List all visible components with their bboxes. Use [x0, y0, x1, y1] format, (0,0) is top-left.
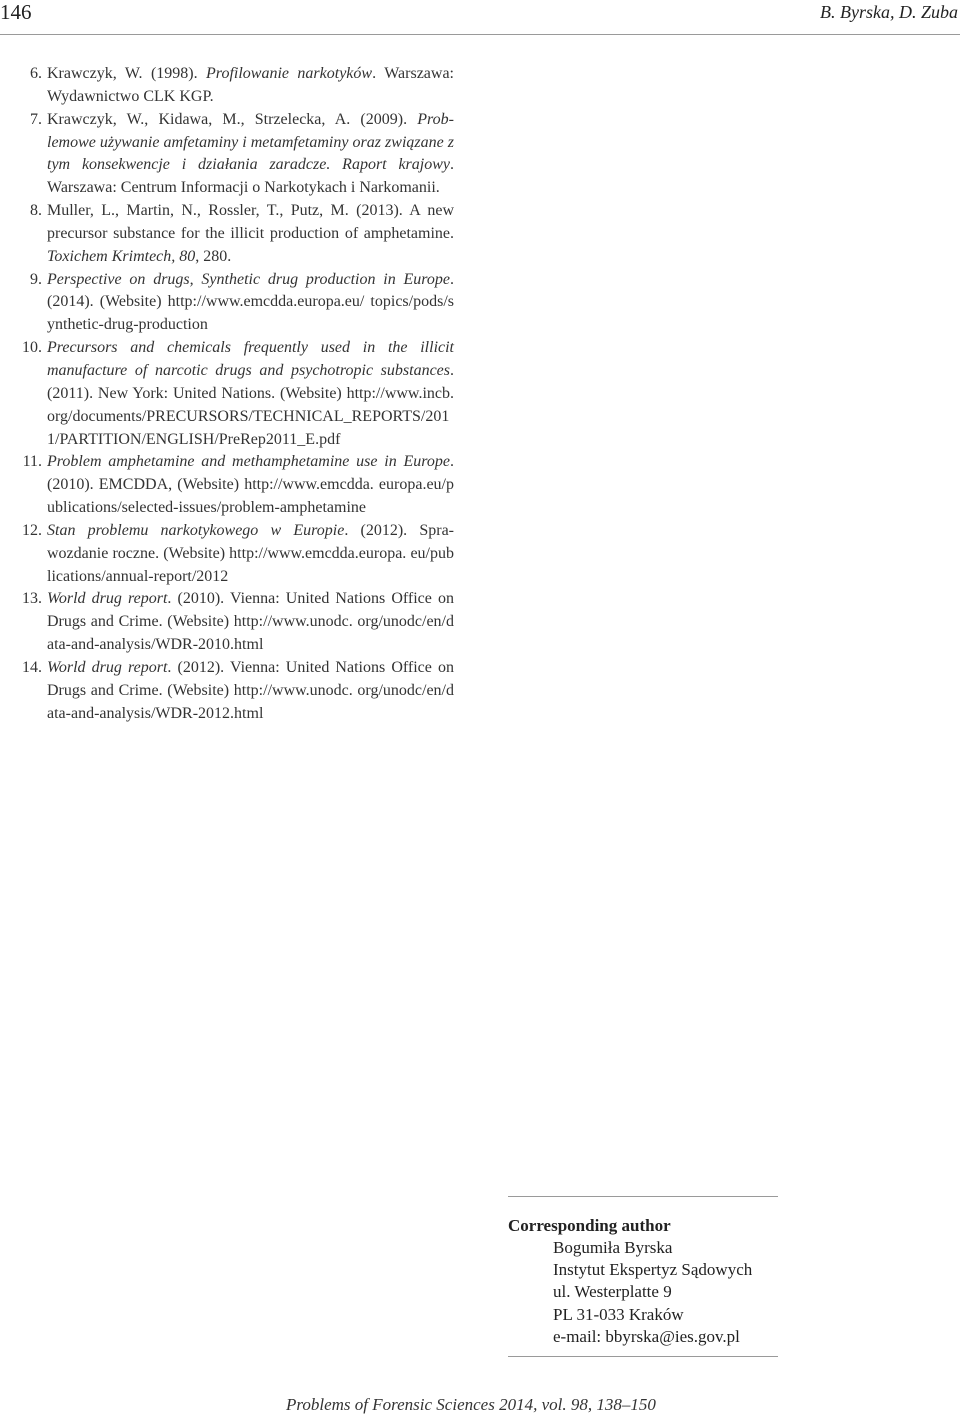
author-name: Bogumiła Byrska [553, 1238, 673, 1257]
journal-footer: Problems of Forensic Sciences 2014, vol. 98, 138–150 [286, 1395, 656, 1414]
reference-text: . (2012). Vienna: United Nations Office on Drugs and Crime. (Website) [47, 658, 454, 699]
author-street: ul. Westerplatte 9 [553, 1282, 672, 1302]
reference-text: Krawczyk, W. (1998). [47, 65, 207, 82]
reference-text: . Warszawa: Centrum Informacji o Narkotykach i Narkomanii. [47, 156, 454, 197]
reference-item [0, 520, 454, 589]
reference-text: . (2011). New York: United Nations. (Website) [47, 361, 454, 402]
reference-title: Profilowanie narkotyków [206, 65, 373, 82]
reference-url-link[interactable]: http://www.emcdda. europa.eu/publications/selected-issues/problem-amphetamine [47, 476, 454, 517]
author-box-top-rule [508, 1196, 778, 1197]
reference-title: Problem amphetamine and methamphetamine use in Europe [47, 453, 450, 471]
reference-url-link[interactable]: http://www.emcdda.europa.eu/ topics/pods/synthetic-drug-production [47, 293, 454, 334]
reference-item [0, 63, 454, 109]
running-head-authors: B. Byrska, D. Zuba [820, 2, 958, 22]
reference-text: , 280. [195, 247, 232, 265]
reference-url-link[interactable]: http://www.incb.org/documents/PRECURSORS/TECHNICAL_REPORTS/2011/PARTITION/ENGLISH/PreRep2011_E.pdf [47, 384, 454, 448]
reference-number: 10. [22, 339, 42, 357]
reference-number: 13. [22, 590, 42, 608]
reference-text: . (2010). Vienna: United Nations Office on Drugs and Crime. (Website) [47, 590, 454, 631]
reference-title: Problemowe używanie amfetaminy i metamfetaminy oraz związane z tym konsekwencje i działania zaradcze. Raport krajowy [47, 110, 454, 174]
reference-title: Precursors and chemicals frequently used in the illicit manufacture of narcotic drugs and psychotropic substances [47, 339, 454, 379]
reference-text: . (2012). Sprawozdanie roczne. (Website) [47, 521, 454, 562]
reference-item [0, 657, 454, 726]
reference-title: Perspective on drugs, Synthetic drug production in Europe [47, 270, 450, 288]
reference-number: 7. [30, 110, 42, 128]
author-email[interactable]: e-mail: bbyrska@ies.gov.pl [553, 1326, 740, 1346]
reference-number: 8. [30, 202, 42, 220]
reference-text: Muller, L., Martin, N., Rossler, T., Putz, M. (2013). A new precursor substance for the illicit production of amphetamine. [47, 202, 454, 242]
reference-list [0, 63, 454, 725]
reference-number: 14. [22, 658, 42, 676]
reference-title: Toxichem Krimtech, 80 [47, 247, 196, 265]
reference-title: World drug report [47, 658, 168, 676]
page-number: 146 [0, 0, 32, 24]
reference-text: Krawczyk, W., Kidawa, M., Strzelecka, A. (2009). [47, 110, 418, 128]
author-city: PL 31-033 Kraków [553, 1304, 684, 1324]
reference-title: World drug report [47, 590, 168, 608]
reference-url-link[interactable]: http://www.unodc. org/unodc/en/data-and-analysis/WDR-2010.html [47, 613, 455, 654]
reference-number: 12. [22, 521, 42, 539]
corresponding-author-box [508, 1196, 778, 1357]
author-address [553, 1237, 778, 1348]
reference-number: 6. [30, 65, 42, 82]
author-box-bottom-rule [508, 1356, 778, 1357]
reference-item [0, 109, 454, 200]
reference-text: . (2014). (Website) [47, 270, 454, 311]
reference-text: . (2010). EMCDDA, (Website) [47, 453, 454, 494]
reference-url-link[interactable]: http://www.emcdda.europa. eu/publications/annual-report/2012 [47, 544, 454, 585]
author-institution: Instytut Ekspertyz Sądowych [553, 1260, 753, 1280]
reference-item [0, 337, 454, 451]
corresponding-author-heading: Corresponding author [508, 1216, 671, 1235]
reference-number: 11. [22, 453, 42, 471]
reference-number: 9. [30, 270, 42, 288]
reference-item [0, 451, 454, 520]
header-divider [0, 34, 960, 35]
reference-item [0, 269, 454, 338]
reference-url-link[interactable]: http://www.unodc. org/unodc/en/data-and-analysis/WDR-2012.html [47, 681, 455, 722]
reference-item [0, 200, 454, 269]
reference-item [0, 588, 454, 657]
reference-text: . Warszawa: Wydawnictwo CLK KGP. [47, 65, 454, 105]
reference-title: Stan problemu narkotykowego w Europie [47, 521, 345, 539]
